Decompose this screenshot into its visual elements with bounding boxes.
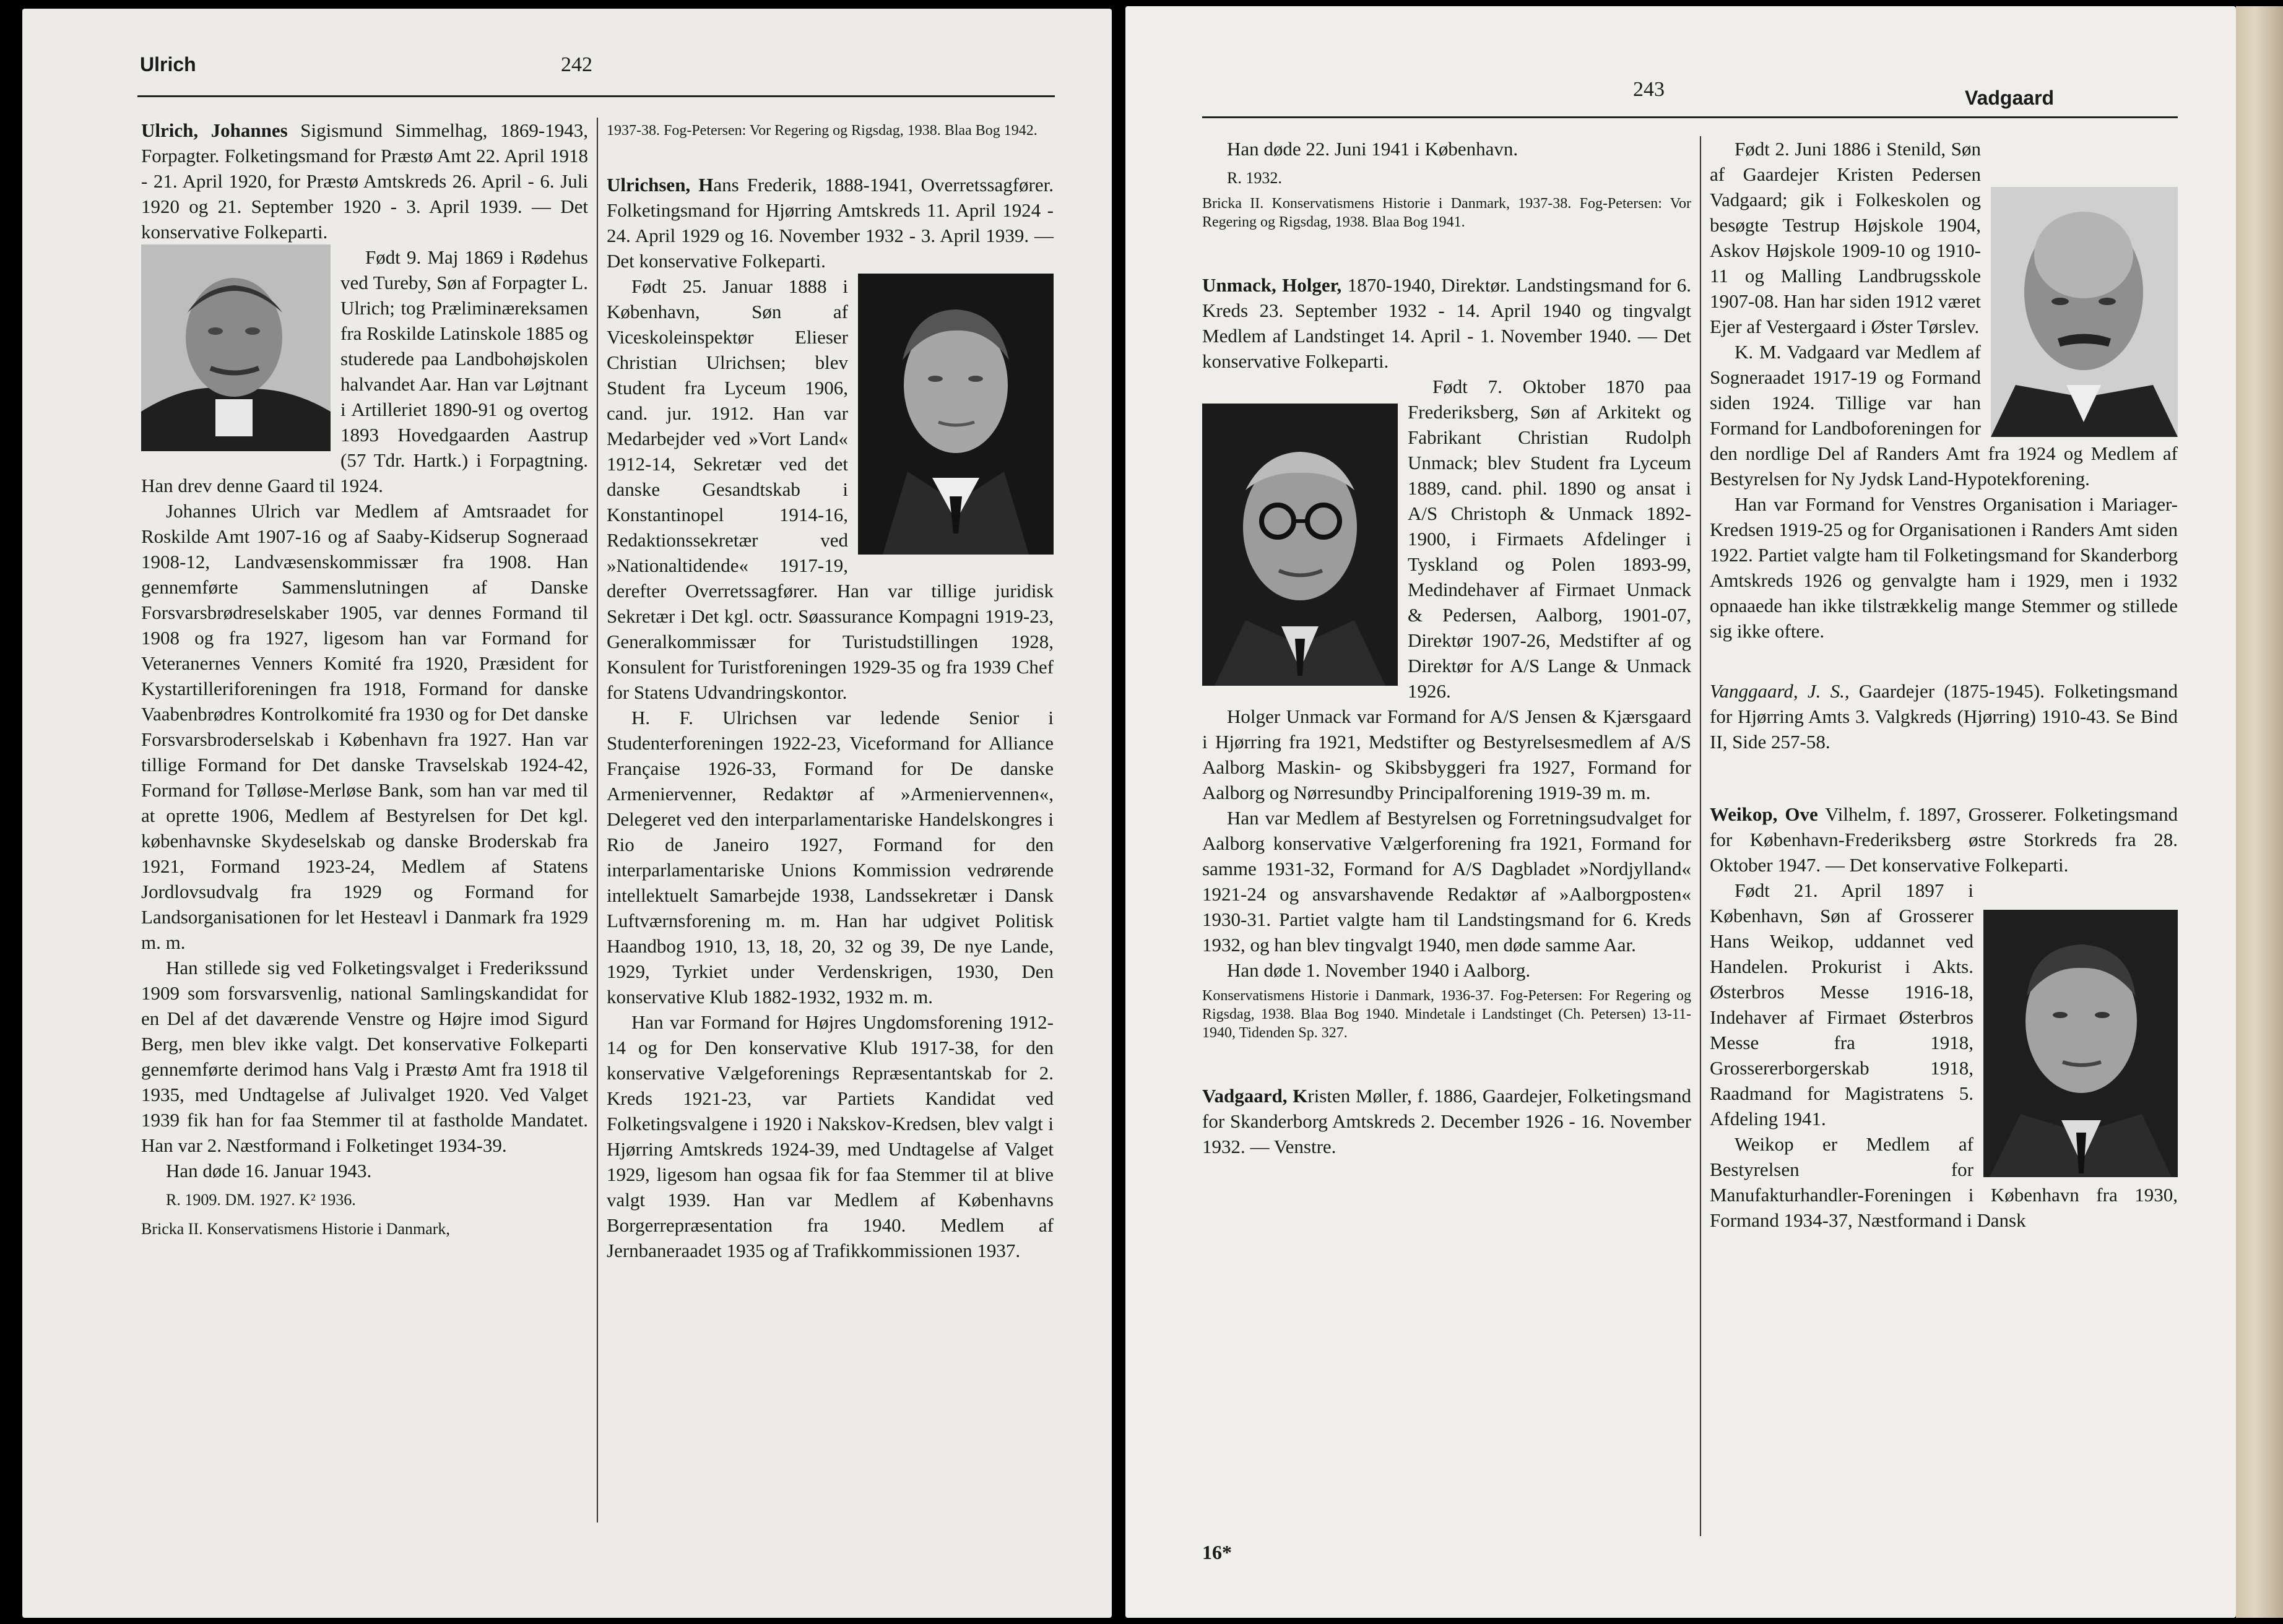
entry-unmack-born: Født 7. Oktober 1870 paa Frederiksberg, Søn af Arkitekt og Fabrikant Christian Rudolph Unmack; blev Student fra Lyceum 1889, cand. phil. 1890 og ansat i A/S Christoph & Unmack 1892-1900, i Firmaets Afdelinger i Tyskland og Polen 1893-99, Medindehaver af Firmaet Unmack & Pedersen, Aalborg, 1901-07, Direktør 1907-26, Medstifter af og Direktør for A/S Lange & Unmack 1926.: [1408, 376, 1691, 702]
header-rule-right: [1202, 116, 2178, 118]
entry-ulrich-johannes-sources: Bricka II. Konservatismens Historie i Danmark,: [141, 1220, 450, 1238]
entry-ulrich-johannes-died: Han døde 16. Januar 1943.: [166, 1160, 372, 1181]
left-column-1: [141, 118, 588, 1245]
entry-ulrich-johannes-intro: Ulrich, Johannes Sigismund Simmelhag, 1869-1943, Forpagter. Folketingsmand for Præstø Amt 22. April 1918 - 21. April 1920, for Præstø Amtskreds 26. April - 6. Juli 1920 og 21. September 1920 - 3. April 1939. — Det konservative Folkeparti.: [141, 119, 588, 243]
entry-weikop-p2: Weikop er Medlem af Bestyrelsen for Manufakturhandler-Foreningen i København fra 1930, Formand 1934-37, Næstformand i Dansk: [1710, 1133, 2178, 1231]
right-column-1: [1202, 136, 1691, 1159]
running-head-left: Ulrich: [140, 53, 196, 76]
signature-mark: 16*: [1202, 1541, 1232, 1563]
entry-ulrich-johannes-sources-cont: 1937-38. Fog-Petersen: Vor Regering og Rigsdag, 1938. Blaa Bog 1942.: [607, 123, 1038, 139]
column-rule-left: [597, 118, 598, 1522]
header-rule-left: [137, 95, 1055, 97]
entry-name: Vadgaard, K: [1202, 1085, 1308, 1107]
entry-name: Ulrich, Johannes: [141, 119, 288, 141]
entry-ulrichsen-intro: Ulrichsen, Hans Frederik, 1888-1941, Overretssagfører. Folketingsmand for Hjørring Amtskreds 11. April 1924 - 24. April 1929 og 16. November 1932 - 3. April 1939. — Det konservative Folkeparti.: [607, 174, 1054, 272]
entry-ulrich-johannes-p3: Han stillede sig ved Folketingsvalget i Frederikssund 1909 som forsvarsvenlig, national Samlingskandidat for en Del af det daværende Venstre og Højre imod Sigurd Berg, men blev ikke valgt. Det konservative Folkeparti gennemførte derimod hans Valg i Præstø Amt fra 1918 til 1935, med Undtagelse af Julivalget 1920. Ved Valget 1939 fik han for faa Stemmer til at fastholde Mandatet. Han var 2. Næstformand i Folketinget 1934-39.: [141, 957, 588, 1156]
entry-vadgaard-intro: Vadgaard, Kristen Møller, f. 1886, Gaardejer, Folketingsmand for Skanderborg Amtskreds 2. December 1926 - 16. November 1932. — Venstre.: [1202, 1085, 1691, 1157]
entry-ulrichsen-sources: Bricka II. Konservatismens Historie i Danmark, 1937-38. Fog-Petersen: Vor Regering og Rigsdag, 1938. Blaa Bog 1941.: [1202, 196, 1691, 230]
entry-unmack-died: Han døde 1. November 1940 i Aalborg.: [1227, 959, 1531, 981]
page-number-left: 242: [561, 53, 592, 76]
entry-ulrich-johannes-honours: R. 1909. DM. 1927. K² 1936.: [166, 1191, 356, 1209]
entry-vadgaard-p3: Han var Formand for Venstres Organisation i Mariager-Kredsen 1919-25 og for Organisationen i Randers Amt siden 1922. Partiet valgte ham til Folketingsmand for Skanderborg Amtskreds 1926 og genvalgte ham i 1929, men i 1932 opnaaede han ikke tilstrækkelig mange Stemmer og stillede sig ikke oftere.: [1710, 493, 2178, 642]
right-page: [1125, 6, 2236, 1618]
book-binding-edge: [2236, 6, 2283, 1618]
entry-vadgaard-born: Født 2. Juni 1886 i Stenild, Søn af Gaardejer Kristen Pedersen Vadgaard; gik i Folkeskolen og besøgte Testrup Højskole 1904, Askov Højskole 1909-10 og 1910-11 og Malling Landbrugsskole 1907-08. Han har siden 1912 været Ejer af Vestergaard i Øster Tørslev.: [1710, 138, 1981, 337]
running-head-right: Vadgaard: [1965, 87, 2055, 109]
entry-name: Weikop, Ove: [1710, 803, 1818, 825]
photo-vadgaard: [1991, 187, 2178, 437]
entry-ulrichsen-p3: Han var Formand for Højres Ungdomsforening 1912-14 og for Den konservative Klub 1917-38, for den konservative Vælgeforenings Repræsentantskab for 2. Kreds 1921-23, var Partiets Kandidat ved Folketingsvalgene i 1920 i Nakskov-Kredsen, blev valgt i Hjørring Amtskreds 1924-39, med Undtagelse af Valget 1929, ligesom han ogsaa fik for faa Stemmer til at blive valgt 1939. Han var Medlem af Københavns Borgerrepræsentation fra 1940. Medlem af Jernbaneraadet 1935 og af Trafikkommissionen 1937.: [607, 1011, 1054, 1261]
entry-ulrich-johannes-born: Født 9. Maj 1869 i Rødehus ved Tureby, Søn af Forpagter L. Ulrich; tog Præliminæreksamen fra Roskilde Latinskole 1885 og studerede paa Landbohøjskolen halvandet Aar. Han var Løjtnant i Artilleriet 1890-91 og overtog 1893 Hovedgaarden Aastrup (57 Tdr. Hartk.) i Forpagtning. Han drev denne Gaard til 1924.: [141, 246, 588, 496]
entry-vanggaard: Vanggaard, J. S., Gaardejer (1875-1945). Folketingsmand for Hjørring Amts 3. Valgkreds (Hjørring) 1910-43. Se Bind II, Side 257-58.: [1710, 680, 2178, 753]
entry-name: Unmack, Holger,: [1202, 274, 1342, 296]
entry-ulrichsen-died: Han døde 22. Juni 1941 i København.: [1227, 138, 1518, 160]
left-page: [22, 9, 1112, 1618]
entry-ulrichsen-honours: R. 1932.: [1227, 169, 1282, 187]
column-rule-right: [1700, 136, 1701, 1536]
entry-weikop-born: Født 21. April 1897 i København, Søn af Grosserer Hans Weikop, uddannet ved Handelen. Prokurist i Akts. Østerbros Messe 1916-18, Indehaver af Firmaet Østerbros Messe fra 1918, Grossererborgerskab 1918, Raadmand for Magistratens 5. Afdeling 1941.: [1710, 879, 1973, 1129]
photo-unmack: [1202, 404, 1398, 686]
photo-ulrichsen: [858, 274, 1054, 555]
entry-unmack-p3: Han var Medlem af Bestyrelsen og Forretningsudvalget for Aalborg konservative Vælgerforening fra 1921, Formand for samme 1931-32, Formand for A/S Dagbladet »Nordjylland« 1921-24 og ansvarshavende Redaktør af »Aalborgposten« 1930-31. Partiet valgte ham til Landstingsmand for 6. Kreds 1932, og han blev tingvalgt 1940, men døde samme Aar.: [1202, 807, 1691, 956]
entry-vadgaard-p2: K. M. Vadgaard var Medlem af Sogneraadet 1917-19 og Formand siden 1924. Tillige var han Formand for Landboforeningen for den nordlige Del af Randers Amt fra 1924 og Medlem af Bestyrelsen for Ny Jydsk Land-Hypotekforening.: [1710, 341, 2178, 490]
entry-ulrich-johannes-p2: Johannes Ulrich var Medlem af Amtsraadet for Roskilde Amt 1907-16 og af Saaby-Kidserup Sogneraad 1908-12, Landvæsenskommissær fra 1908. Han gennemførte Sammenslutningen af Danske Forsvarsbrødreselskaber 1905, var dennes Formand til 1908 og fra 1927, ligesom han var Formand for Veteranernes Venners Komité fra 1920, Præsident for Kystartilleriforeningen fra 1918, Formand for danske Vaabenbrødres Kontrolkomité fra 1930 og for Det danske Forsvarsbroderselskab i København fra 1927. Han var tillige Formand for Det danske Travselskab 1924-42, Formand for Tølløse-Merløse Bank, som han var med til at oprette 1906, Medlem af Bestyrelsen for Det kgl. københavnske Skydeselskab og danske Broderskab fra 1921, Formand 1923-24, Medlem af Statens Jordlovsudvalg fra 1929 og Formand for Landsorganisationen for let Hesteavl i Danmark fra 1929 m. m.: [141, 500, 588, 953]
entry-ulrichsen-born: Født 25. Januar 1888 i København, Søn af Viceskoleinspektør Elieser Christian Ulrichsen; blev Student fra Lyceum 1906, cand. jur. 1912. Han var Medarbejder ved »Vort Land« 1912-14, Sekretær ved det danske Gesandtskab i Konstantinopel 1914-16, Redaktionssekretær ved »Nationaltidende« 1917-19, derefter Overretssagfører. Han var tillige juridisk Sekretær i Det kgl. octr. Søassurance Kompagni 1919-23, Generalkommissær for Turistudstillingen 1928, Konsulent for Turistforeningen 1929-35 og fra 1939 Chef for Statens Udvandringskontor.: [607, 275, 1054, 703]
entry-name: Ulrichsen, H: [607, 174, 714, 196]
photo-ulrich-johannes: [141, 244, 331, 451]
right-column-2: [1710, 136, 2178, 1233]
photo-weikop: [1983, 910, 2178, 1177]
entry-unmack-p2: Holger Unmack var Formand for A/S Jensen & Kjærsgaard i Hjørring fra 1921, Medstifter og Bestyrelsesmedlem af A/S Aalborg Maskin- og Skibsbyggeri fra 1927, Formand for Aalborg og Nørresundby Principalforening 1919-39 m. m.: [1202, 706, 1691, 803]
entry-ulrichsen-p2: H. F. Ulrichsen var ledende Senior i Studenterforeningen 1922-23, Viceformand for Alliance Française 1926-33, Formand for De danske Armeniervenner, Redaktør af »Armeniervennen«, Delegeret ved den interparlamentariske Handelskongres i Rio de Janeiro 1927, Formand for den interparlamentariske Unions Kommission vedrørende intellektuelt Samarbejde 1938, Landssekretær i Dansk Luftværnsforening m. m. Han har udgivet Politisk Haandbog 1910, 13, 18, 20, 32 og 39, De nye Lande, 1929, Tyrkiet under Verdenskrigen, 1930, Den konservative Klub 1882-1932, 1932 m. m.: [607, 707, 1054, 1008]
entry-weikop-intro: Weikop, Ove Vilhelm, f. 1897, Grosserer. Folketingsmand for København-Frederiksberg østre Storkreds fra 28. Oktober 1947. — Det konservative Folkeparti.: [1710, 803, 2178, 876]
entry-unmack-intro: Unmack, Holger, 1870-1940, Direktør. Landstingsmand for 6. Kreds 23. September 1932 - 14. April 1940 og tingvalgt Medlem af Landstinget 14. April - 1. November 1940. — Det konservative Folkeparti.: [1202, 274, 1692, 372]
left-column-2: [607, 118, 1054, 1263]
entry-unmack-sources: Konservatismens Historie i Danmark, 1936-37. Fog-Petersen: For Regering og Rigsdag, 1938. Blaa Bog 1940. Mindetale i Landstinget (Ch. Petersen) 13-11-1940, Tidenden Sp. 327.: [1202, 988, 1691, 1041]
entry-name: Vanggaard, J. S.,: [1710, 680, 1850, 702]
page-number-right: 243: [1633, 78, 1665, 101]
